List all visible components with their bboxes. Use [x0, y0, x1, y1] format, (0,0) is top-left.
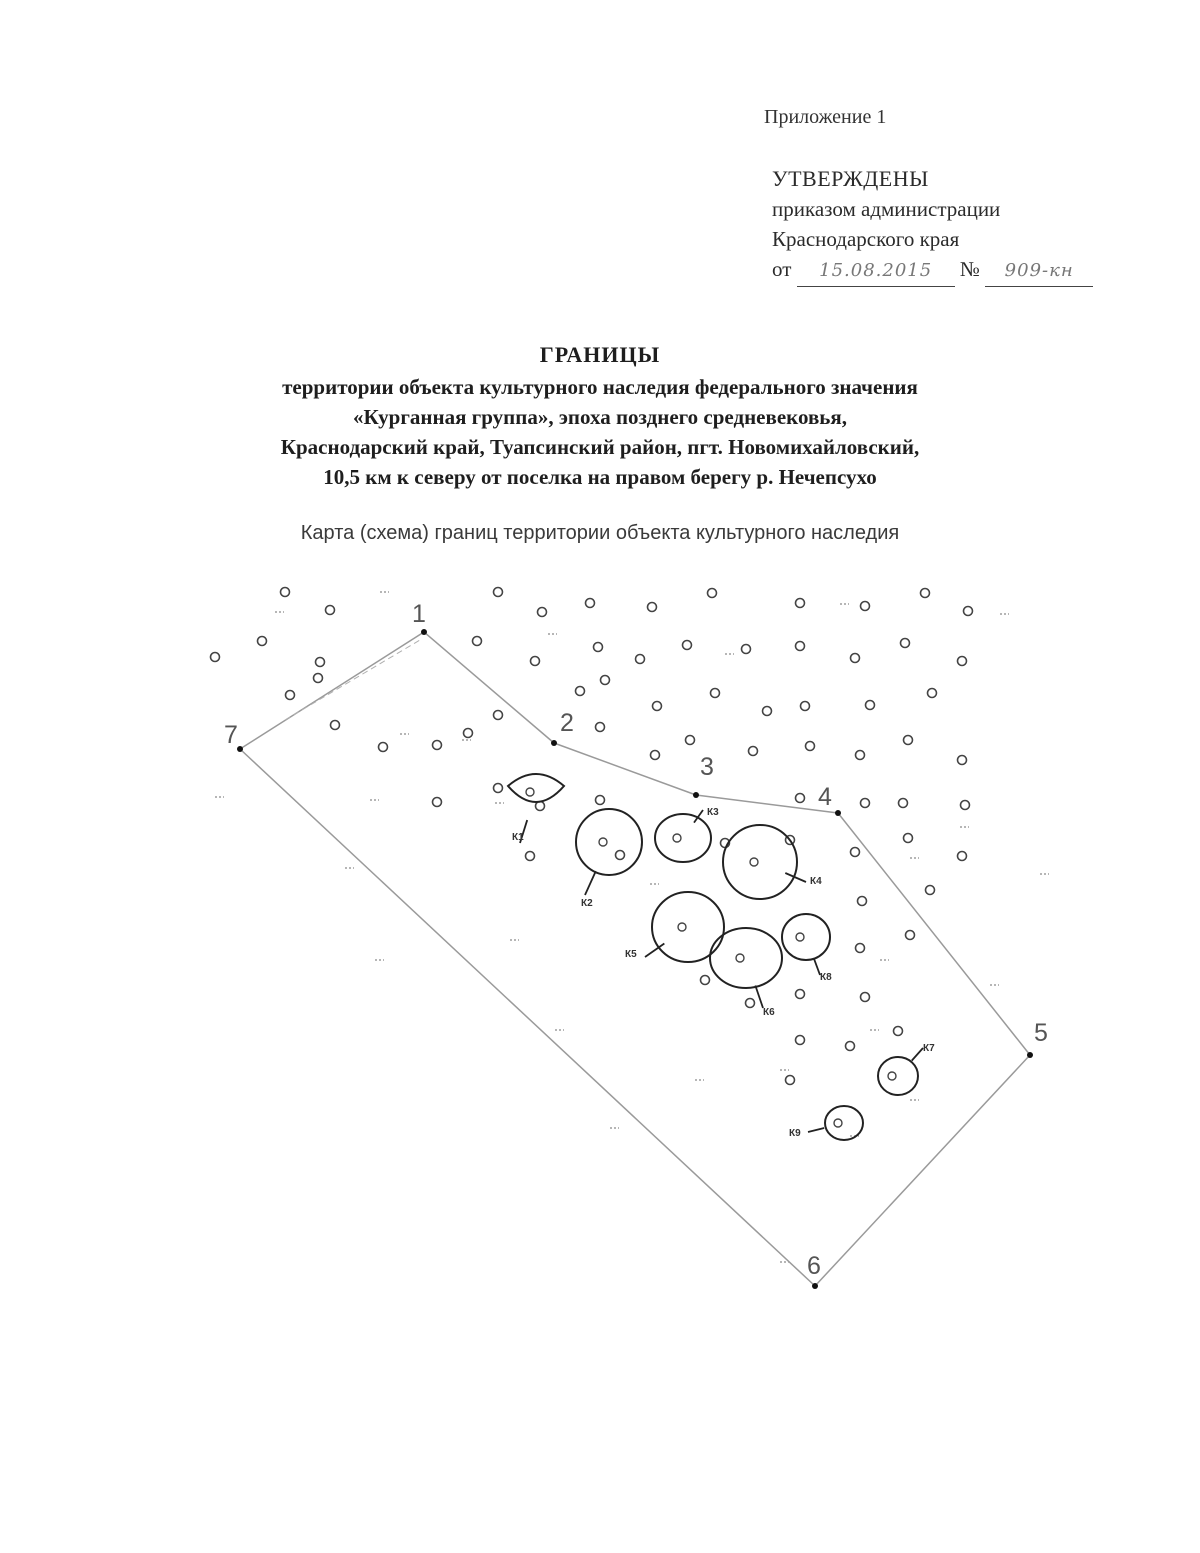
- mound-1-center: [526, 788, 534, 796]
- relief-symbol: [742, 645, 751, 654]
- title-line-4: 10,5 км к северу от поселка на правом берегу р. Нечепсухо: [323, 465, 877, 489]
- relief-symbol: [616, 851, 625, 860]
- relief-symbol: [464, 729, 473, 738]
- mound-8: [782, 914, 830, 960]
- mound-9-leader: [808, 1128, 824, 1132]
- mound-2-center: [599, 838, 607, 846]
- order-reference: [772, 254, 1093, 287]
- mound-2: [576, 809, 642, 875]
- boundary-point-6: [812, 1283, 818, 1289]
- title-line-2: «Курганная группа», эпоха позднего средневековья,: [352, 405, 848, 429]
- boundary-point-5: [1027, 1052, 1033, 1058]
- boundary-map: [0, 570, 1200, 1300]
- relief-symbol: [211, 653, 220, 662]
- order-date: 15.08.2015: [797, 256, 955, 287]
- relief-symbol: [686, 736, 695, 745]
- boundary-point-2: [551, 740, 557, 746]
- relief-symbol: [899, 799, 908, 808]
- relief-symbol: [796, 1036, 805, 1045]
- relief-symbol: [576, 687, 585, 696]
- relief-symbol: [594, 643, 603, 652]
- relief-symbol: [856, 944, 865, 953]
- mound-5-center: [678, 923, 686, 931]
- mound-2-leader: [585, 871, 596, 895]
- title-line-3: Краснодарский край, Туапсинский район, пгт. Новомихайловский,: [280, 435, 920, 459]
- date-prefix: от: [772, 257, 792, 281]
- relief-symbol: [858, 897, 867, 906]
- relief-symbol: [928, 689, 937, 698]
- vegetation-symbols: [211, 588, 1050, 1263]
- mound-6-leader: [755, 986, 763, 1009]
- relief-symbol: [964, 607, 973, 616]
- relief-symbol: [531, 657, 540, 666]
- mound-5: [652, 892, 724, 962]
- relief-symbol: [326, 606, 335, 615]
- relief-symbol: [331, 721, 340, 730]
- relief-symbol: [894, 1027, 903, 1036]
- relief-symbol: [596, 723, 605, 732]
- relief-symbol: [651, 751, 660, 760]
- mound-8-label: К8: [820, 972, 832, 983]
- relief-symbol: [648, 603, 657, 612]
- relief-symbol: [851, 654, 860, 663]
- relief-symbol: [586, 599, 595, 608]
- relief-symbol: [851, 848, 860, 857]
- relief-symbol: [961, 801, 970, 810]
- relief-symbol: [316, 658, 325, 667]
- burial-mounds: [508, 774, 935, 1140]
- relief-symbol: [921, 589, 930, 598]
- inner-line: [285, 640, 420, 720]
- relief-symbol: [711, 689, 720, 698]
- relief-symbol: [856, 751, 865, 760]
- mound-1: [508, 774, 564, 802]
- mound-7: [878, 1057, 918, 1095]
- mound-4: [723, 825, 797, 899]
- approved-by-line1: приказом администрации: [772, 197, 1001, 221]
- relief-symbol: [926, 886, 935, 895]
- boundary-point-label-3: 3: [700, 753, 714, 781]
- mound-4-center: [750, 858, 758, 866]
- mound-9: [825, 1106, 863, 1140]
- title-line-1: территории объекта культурного наследия федерального значения: [282, 375, 918, 399]
- relief-symbol: [958, 756, 967, 765]
- mound-2-label: К2: [581, 898, 593, 909]
- mound-8-center: [796, 933, 804, 941]
- relief-symbol: [746, 999, 755, 1008]
- relief-symbol: [701, 976, 710, 985]
- mound-6: [710, 928, 782, 988]
- relief-symbol: [314, 674, 323, 683]
- relief-symbol: [958, 657, 967, 666]
- relief-symbol: [846, 1042, 855, 1051]
- boundary-point-label-6: 6: [807, 1252, 821, 1280]
- relief-symbol: [636, 655, 645, 664]
- relief-symbol: [904, 736, 913, 745]
- relief-symbol: [683, 641, 692, 650]
- boundary-point-label-1: 1: [412, 600, 426, 628]
- boundary-point-label-7: 7: [224, 721, 238, 749]
- relief-symbol: [866, 701, 875, 710]
- relief-symbol: [601, 676, 610, 685]
- relief-symbol: [526, 852, 535, 861]
- relief-symbol: [379, 743, 388, 752]
- boundary-point-1: [421, 629, 427, 635]
- boundary-point-label-2: 2: [560, 709, 574, 737]
- mound-7-label: К7: [923, 1043, 935, 1054]
- relief-symbol: [906, 931, 915, 940]
- relief-symbol: [796, 642, 805, 651]
- relief-symbol: [958, 852, 967, 861]
- mound-7-center: [888, 1072, 896, 1080]
- number-prefix: №: [959, 257, 980, 281]
- boundary-segment: [554, 743, 696, 795]
- relief-symbol: [763, 707, 772, 716]
- boundary-point-label-4: 4: [818, 783, 832, 811]
- relief-symbol: [538, 608, 547, 617]
- relief-symbol: [494, 711, 503, 720]
- relief-symbol: [473, 637, 482, 646]
- relief-symbol: [749, 747, 758, 756]
- boundary-points: [224, 600, 1048, 1289]
- relief-symbol: [286, 691, 295, 700]
- relief-symbol: [433, 741, 442, 750]
- mound-3: [655, 814, 711, 862]
- relief-symbol: [596, 796, 605, 805]
- relief-symbol: [653, 702, 662, 711]
- mound-9-center: [834, 1119, 842, 1127]
- relief-symbol: [786, 1076, 795, 1085]
- relief-symbol: [801, 702, 810, 711]
- relief-symbol: [258, 637, 267, 646]
- mound-7-leader: [912, 1048, 923, 1061]
- relief-symbol: [861, 602, 870, 611]
- title-main: ГРАНИЦЫ: [539, 342, 661, 367]
- relief-symbol: [806, 742, 815, 751]
- mound-6-label: К6: [763, 1007, 775, 1018]
- relief-symbol: [904, 834, 913, 843]
- approved-by-line2: Краснодарского края: [772, 227, 960, 251]
- boundary-segment: [815, 1055, 1030, 1286]
- order-number: 909-кн: [985, 256, 1093, 287]
- boundary-point-3: [693, 792, 699, 798]
- boundary-point-4: [835, 810, 841, 816]
- relief-symbol: [433, 798, 442, 807]
- mound-5-label: К5: [625, 949, 637, 960]
- boundary-segment: [838, 813, 1030, 1055]
- mound-1-label: К1: [512, 832, 524, 843]
- mound-6-center: [736, 954, 744, 962]
- relief-symbol: [494, 588, 503, 597]
- map-subtitle: Карта (схема) границ территории объекта культурного наследия: [300, 522, 900, 544]
- relief-symbol: [796, 990, 805, 999]
- mound-3-center: [673, 834, 681, 842]
- relief-symbol: [861, 799, 870, 808]
- appendix-label: Приложение 1: [764, 106, 887, 128]
- boundary-segment: [240, 632, 424, 749]
- approval-block: [772, 164, 1093, 287]
- document-title: [150, 340, 1050, 492]
- relief-symbol: [281, 588, 290, 597]
- relief-symbol: [494, 784, 503, 793]
- boundary-point-label-5: 5: [1034, 1019, 1048, 1047]
- mound-4-label: К4: [810, 876, 822, 887]
- relief-symbol: [708, 589, 717, 598]
- relief-symbol: [796, 599, 805, 608]
- mound-3-label: К3: [707, 807, 719, 818]
- approved-title: УТВЕРЖДЕНЫ: [772, 166, 929, 191]
- relief-symbol: [901, 639, 910, 648]
- boundary-segment: [424, 632, 554, 743]
- relief-symbol: [796, 794, 805, 803]
- relief-symbol: [861, 993, 870, 1002]
- mound-9-label: К9: [789, 1128, 801, 1139]
- boundary-segment: [240, 749, 815, 1286]
